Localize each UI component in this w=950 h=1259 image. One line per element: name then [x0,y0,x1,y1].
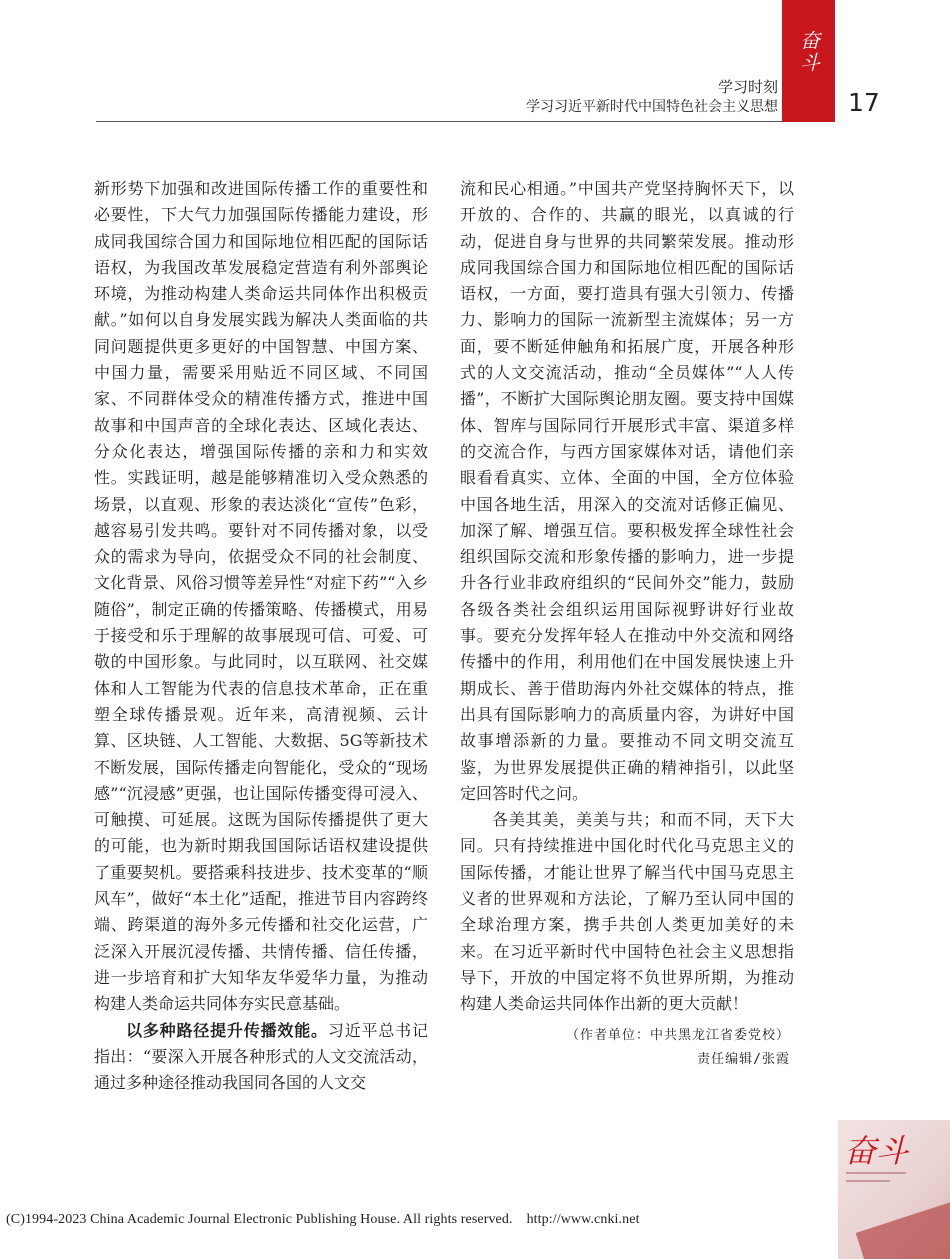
header-divider [96,121,782,122]
paragraph-text: 习近平总书记指出：“要深入开展各种形式的人文交流活动，通过多种途径推动我国同各国的人文交 [94,1020,428,1093]
page-number: 17 [848,88,880,117]
left-column [94,176,428,1096]
cover-decoration [846,1180,890,1182]
cover-logo: 奋斗 [844,1132,909,1170]
paragraph-lead: 以多种路径提升传播效能。 [126,1020,328,1040]
magazine-logo: 奋斗 [796,30,821,74]
paragraph [94,1018,428,1097]
copyright-text: (C)1994-2023 China Academic Journal Electronic Publishing House. All rights reserved. [6,1212,513,1227]
author-unit: （作者单位：中共黑龙江省委党校） [565,1027,790,1043]
paragraph: 新形势下加强和改进国际传播工作的重要性和必要性，下大气力加强国际传播能力建设，形成同我国综合国力和国际地位相匹配的国际话语权，为我国改革发展稳定营造有利外部舆论环境，为推动构建人类命运共同体作出积极贡献。”如何以自身发展实践为解决人类面临的共同问题提供更多更好的中国智慧、中国方案、中国力量，需要采用贴近不同区域、不同国家、不同群体受众的精准传播方式，推进中国故事和中国声音的全球化表达、区域化表达、分众化表达，增强国际传播的亲和力和实效性。实践证明，越是能够精准切入受众熟悉的场景，以直观、形象的表达淡化“宣传”色彩，越容易引发共鸣。要针对不同传播对象，以受众的需求为导向，依据受众不同的社会制度、文化背景、风俗习惯等差异性“对症下药”“入乡随俗”，制定正确的传播策略、传播模式，用易于接受和乐于理解的故事展现可信、可爱、可敬的中国形象。与此同时，以互联网、社交媒体和人工智能为代表的信息技术革命，正在重塑全球传播景观。近年来，高清视频、云计算、区块链、人工智能、大数据、5G等新技术不断发展，国际传播走向智能化，受众的“现场感”“沉浸感”更强，也让国际传播变得可浸入、可触摸、可延展。这既为国际传播提供了更大的可能，也为新时期我国国际话语权建设提供了重要契机。要搭乘科技进步、技术变革的“顺风车”，做好“本土化”适配，推进节目内容跨终端、跨渠道的海外多元传播和社交化运营，广泛深入开展沉浸传播、共情传播、信任传播，进一步培育和扩大知华友华爱华力量，为推动构建人类命运共同体夯实民意基础。 [94,179,428,1014]
magazine-logo-tab [782,0,835,122]
footer-url: http://www.cnki.net [526,1212,640,1227]
magazine-cover-thumbnail [838,1120,950,1259]
paragraph: 各美其美，美美与共；和而不同，天下大同。只有持续推进中国化时代化马克思主义的国际传播，才能让世界了解当代中国马克思主义者的世界观和方法论，了解乃至认同中国的全球治理方案，携手共创人类更加美好的未来。在习近平新时代中国特色社会主义思想指导下，开放的中国定将不负世界所期，为推动构建人类命运共同体作出新的更大贡献！ [460,810,794,1014]
copyright-footer [6,1212,640,1228]
cover-decoration [846,1172,906,1174]
editor-credit: 责任编辑/张霞 [697,1051,790,1067]
cover-image [856,1196,950,1259]
paragraph: 流和民心相通。”中国共产党坚持胸怀天下，以开放的、合作的、共赢的眼光，以真诚的行动，促进自身与世界的共同繁荣发展。推动形成同我国综合国力和国际地位相匹配的国际话语权，一方面，要打造具有强大引领力、传播力、影响力的国际一流新型主流媒体；另一方面，要不断延伸触角和拓展广度，开展各种形式的人文交流活动，推动“全员媒体”“人人传播”，不断扩大国际舆论朋友圈。要支持中国媒体、智库与国际同行开展形式丰富、渠道多样的交流合作，与西方国家媒体对话，请他们亲眼看看真实、立体、全面的中国，全方位体验中国各地生活，用深入的交流对话修正偏见、加深了解、增强互信。要积极发挥全球性社会组织国际交流和形象传播的影响力，进一步提升各行业非政府组织的“民间外交”能力，鼓励各级各类社会组织运用国际视野讲好行业故事。要充分发挥年轻人在推动中外交流和网络传播中的作用，利用他们在中国发展快速上升期成长、善于借助海内外社交媒体的特点，推出具有国际影响力的高质量内容，为讲好中国故事增添新的力量。要推动不同文明交流互鉴，为世界发展提供正确的精神指引，以此坚定回答时代之问。 [460,179,794,803]
section-title: 学习时刻 [717,78,778,96]
right-column [460,176,794,1072]
series-title: 学习习近平新时代中国特色社会主义思想 [526,99,778,115]
